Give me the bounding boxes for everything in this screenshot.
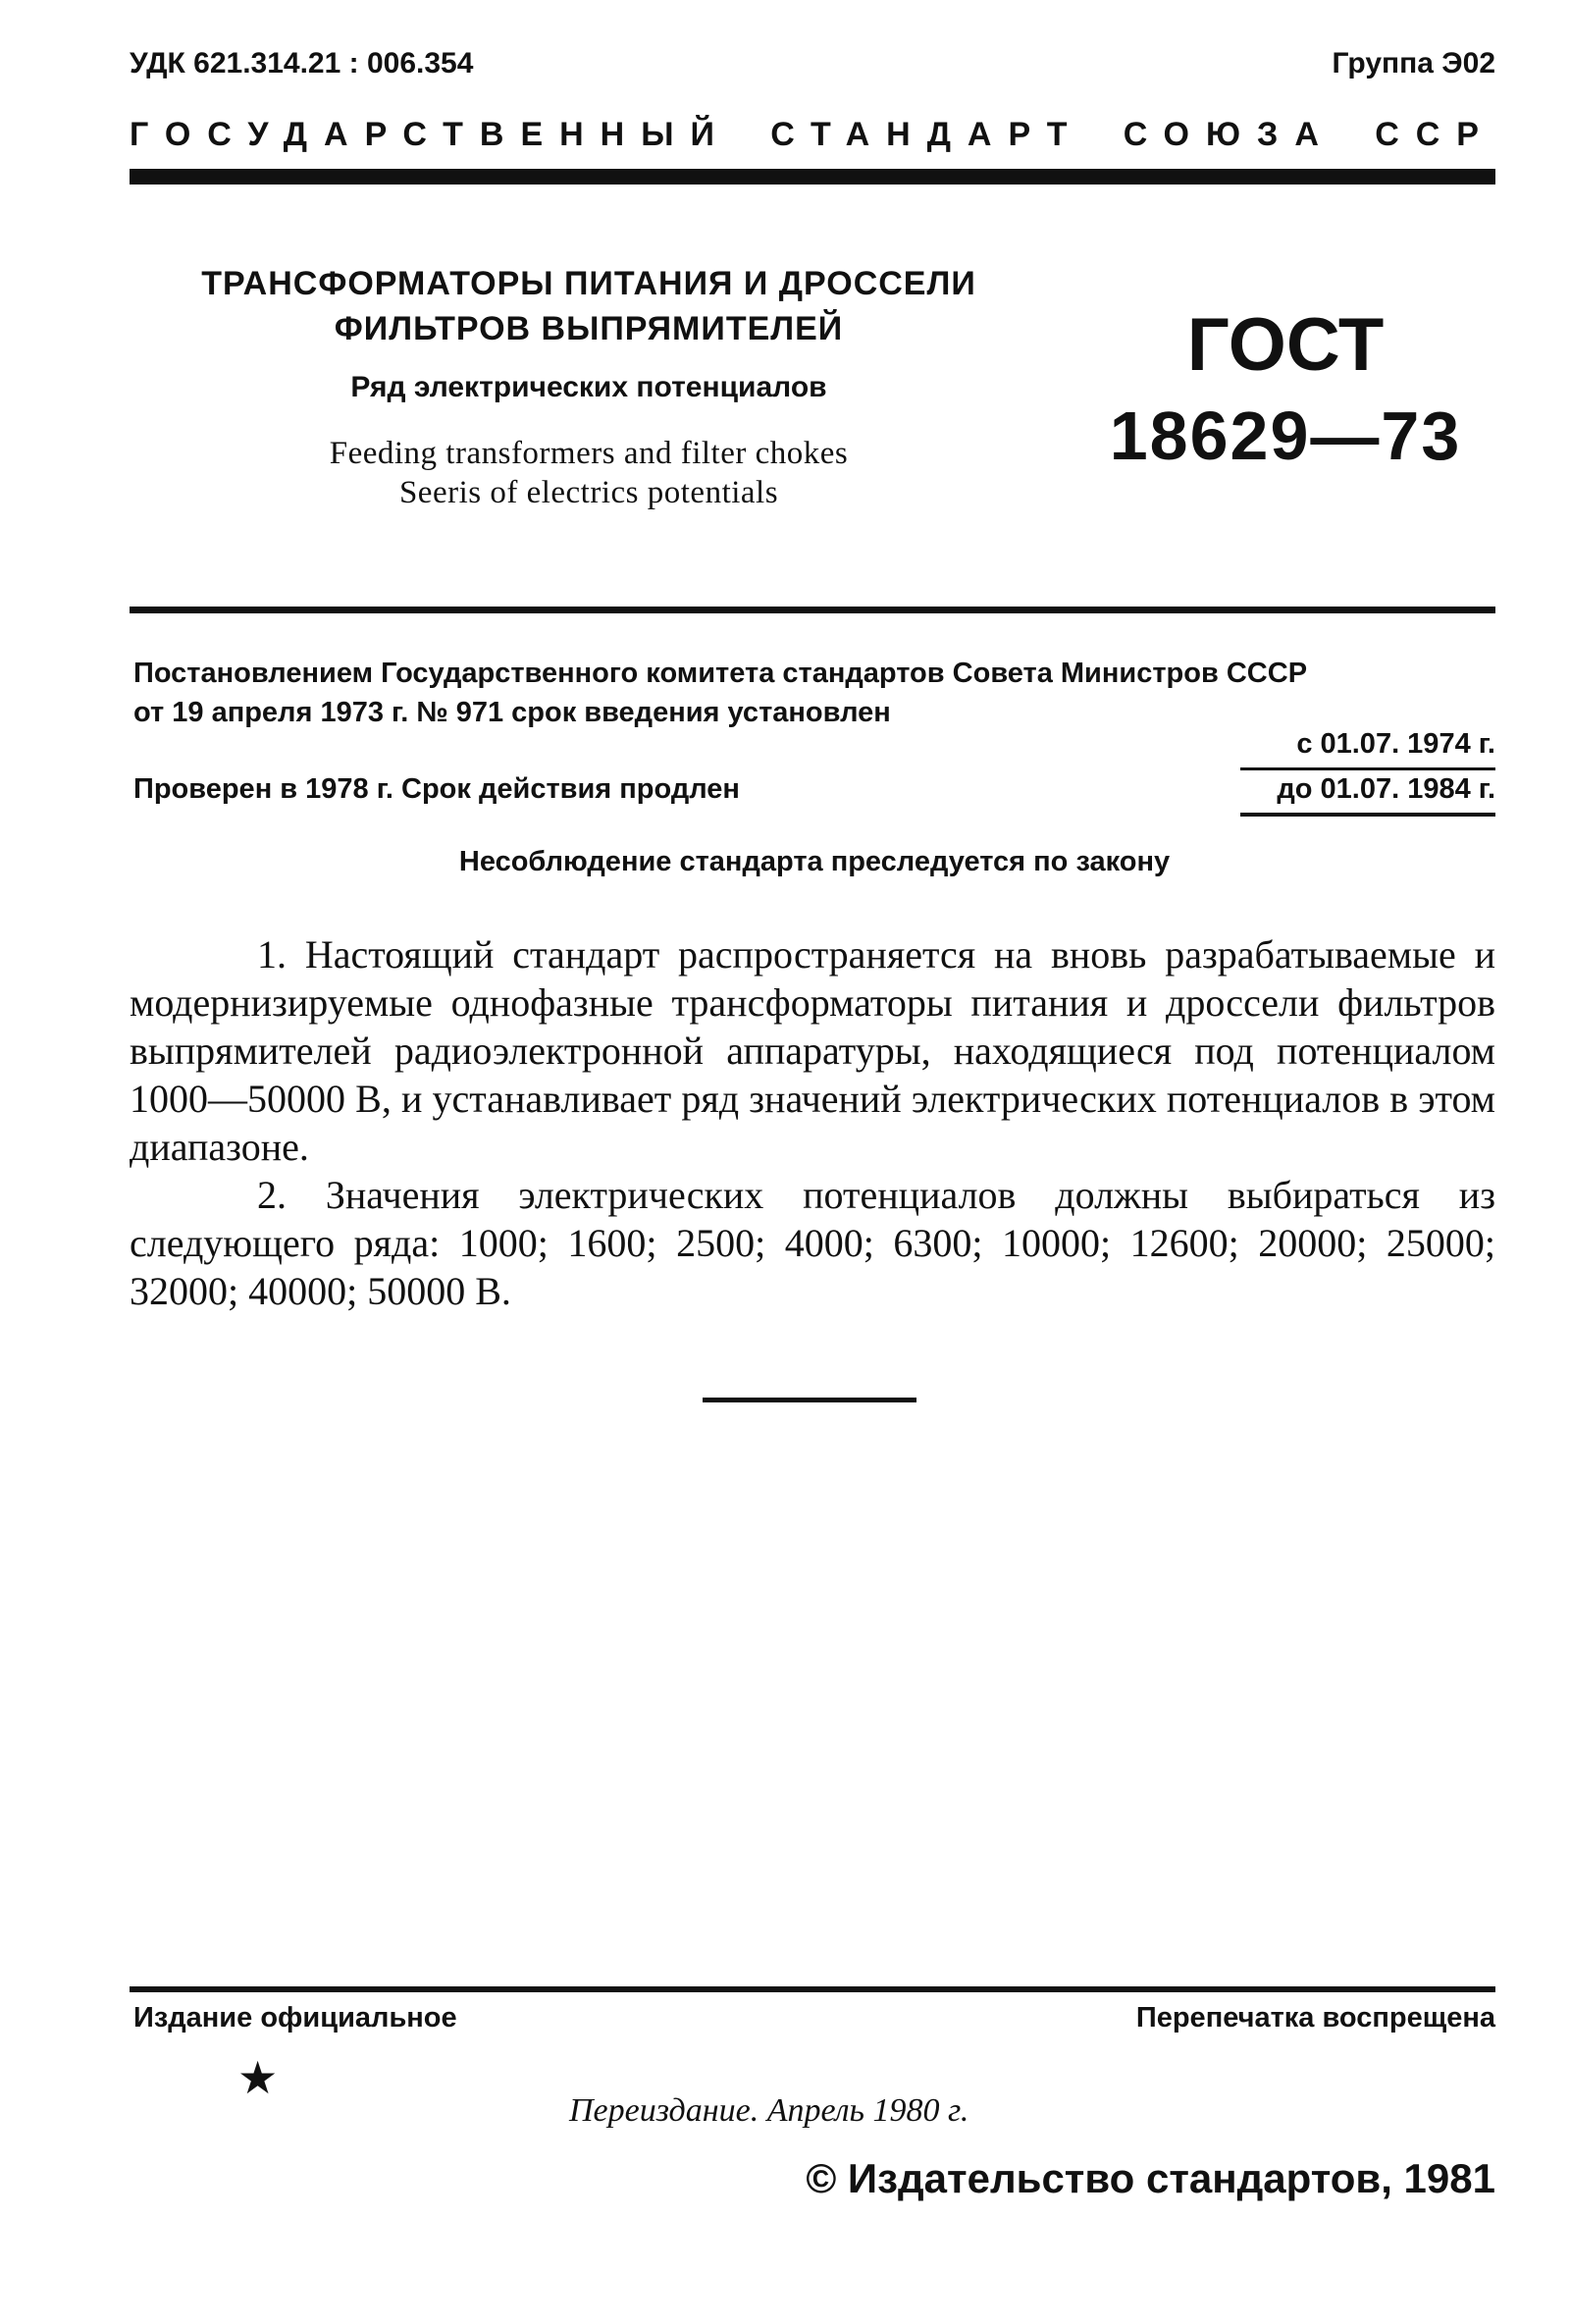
official-edition-label: Издание официальное [133, 2002, 457, 2034]
gost-designation [1099, 300, 1472, 481]
document-title-block [177, 261, 1001, 512]
paragraph-2: 2. Значения электрических потенциалов должны выбираться из следующего ряда: 1000; 1600; 2500; 4000; 6300; 10000; 12600; 20000; 25000; 32000; 40000; 50000 В. [130, 1173, 1495, 1313]
banner-word: ГОСУДАРСТВЕННЫЙ [130, 116, 731, 153]
gost-label: ГОСТ [1186, 303, 1385, 387]
checked-note: Проверен в 1978 г. Срок действия продлен [133, 773, 740, 805]
end-of-text-rule [703, 1398, 916, 1402]
gost-number: 18629—73 [1109, 397, 1462, 474]
banner-word: СОЮЗА [1123, 116, 1335, 153]
date-from-underline [1240, 767, 1495, 770]
english-title-line-1: Feeding transformers and filter chokes [329, 436, 849, 471]
title-line-1: ТРАНСФОРМАТОРЫ ПИТАНИЯ И ДРОССЕЛИ [201, 265, 976, 302]
header-thick-rule [130, 169, 1495, 185]
decree-line-2: от 19 апреля 1973 г. № 971 срок введения установлен [133, 697, 891, 728]
title-line-2: ФИЛЬТРОВ ВЫПРЯМИТЕЛЕЙ [334, 310, 844, 347]
reissue-note: Переиздание. Апрель 1980 г. [569, 2092, 969, 2129]
effective-date-from: с 01.07. 1974 г. [1296, 728, 1495, 760]
state-standard-banner [130, 116, 1495, 154]
standard-body [130, 930, 1495, 1315]
banner-word: ССР [1375, 116, 1495, 153]
paragraph-1: 1. Настоящий стандарт распространяется на вновь разрабатываемые и модернизируемые однофазные трансформаторы питания и дроссели фильтров выпрямителей радиоэлектронной аппаратуры, находящиеся под потенциалом 1000—50000 В, и устанавливает ряд значений электрических потенциалов в этом диапазоне. [130, 932, 1495, 1169]
star-icon: ★ [237, 2053, 279, 2103]
banner-word: СТАНДАРТ [770, 116, 1084, 153]
section-rule [130, 607, 1495, 613]
penalty-notice: Несоблюдение стандарта преследуется по закону [458, 846, 1171, 877]
date-to-underline [1240, 813, 1495, 817]
effective-date-to: до 01.07. 1984 г. [1277, 773, 1495, 805]
udk-code: УДК 621.314.21 : 006.354 [130, 47, 474, 79]
group-code: Группа Э02 [1332, 47, 1495, 79]
english-title-line-2: Seeris of electrics potentials [398, 475, 779, 510]
decree-line-1: Постановлением Государственного комитета стандартов Совета Министров СССР [133, 658, 1308, 689]
footer-rule [130, 1986, 1495, 1992]
publisher-copyright: © Издательство стандартов, 1981 [806, 2155, 1495, 2201]
reprint-prohibited-label: Перепечатка воспрещена [1135, 2002, 1495, 2034]
decree-text [133, 654, 1497, 732]
subtitle: Ряд электрических потенциалов [350, 371, 827, 403]
